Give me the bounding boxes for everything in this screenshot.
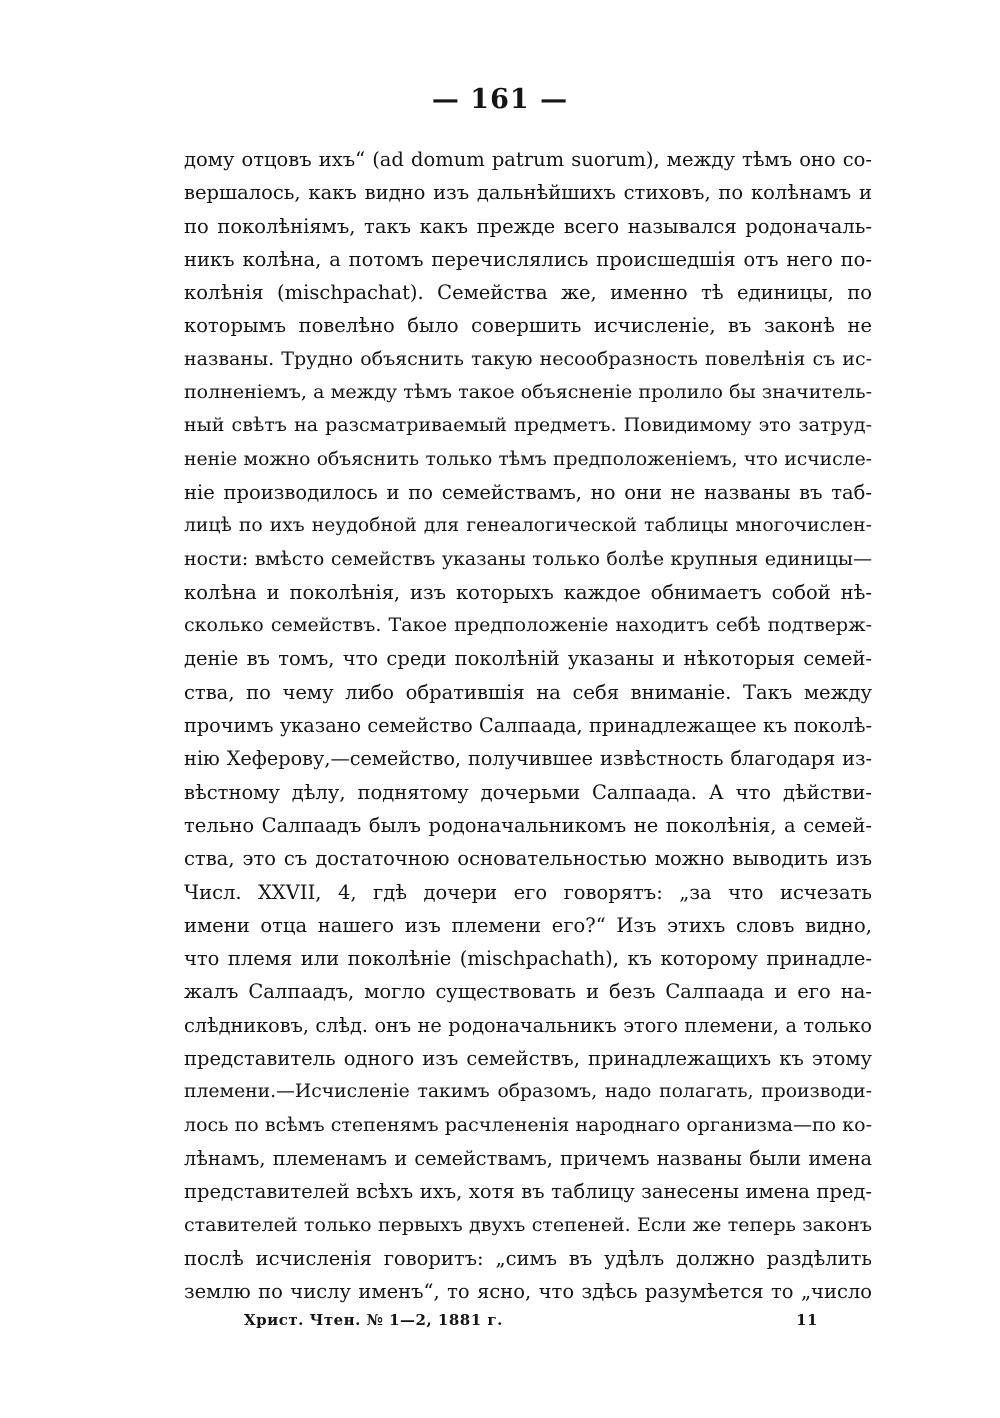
text-line: нію Хеферову,—семейство, получившее извѣстность благодаря из- (184, 747, 872, 771)
text-line: Числ. XXVII, 4, гдѣ дочери его говорятъ: „за что исчезать (184, 880, 872, 904)
text-line: полненіемъ, а между тѣмъ такое объясненіе пролило бы значитель- (184, 381, 872, 404)
text-line: жалъ Салпаадъ, могло существовать и безъ Салпаада и его на- (184, 980, 872, 1004)
body-text (184, 143, 872, 1308)
text-line: названы. Трудно объяснить такую несообразность повелѣнія съ ис- (184, 347, 872, 370)
footer-source: Христ. Чтен. № 1—2, 1881 г. (244, 1311, 503, 1329)
text-line: лось по всѣмъ степенямъ расчлененія народнаго организма—по ко- (184, 1113, 872, 1136)
text-line: ніе производилось и по семействамъ, но они не названы въ таб- (184, 480, 872, 504)
text-line: слѣдниковъ, слѣд. онъ не родоначальникъ этого племени, а только (184, 1013, 872, 1037)
text-line: сколько семействъ. Такое предположеніе находитъ себѣ подтверж- (184, 614, 872, 637)
text-line: тельно Салпаадъ былъ родоначальникомъ не поколѣнія, а семей- (184, 813, 872, 837)
text-line: вѣстному дѣлу, поднятому дочерьми Салпаада. А что дѣйстви- (184, 780, 872, 804)
signature-mark: 11 (796, 1311, 818, 1329)
text-line: прочимъ указано семейство Салпаада, принадлежащее къ поколѣ- (184, 714, 872, 738)
page-number: — 161 — (431, 84, 569, 115)
text-line: никъ колѣна, а потомъ перечислялись происшедшія отъ него по- (184, 247, 872, 271)
text-line: ства, по чему либо обратившія на себя вниманіе. Такъ между (184, 680, 872, 704)
text-line: колѣна и поколѣнія, изъ которыхъ каждое обнимаетъ собой нѣ- (184, 580, 872, 604)
text-line: землю по числу именъ“, то ясно, что здѣсь разумѣется то „число (184, 1280, 872, 1304)
text-line: деніе въ томъ, что среди поколѣній указаны и нѣкоторыя семей- (184, 647, 872, 671)
page-footer (244, 1311, 824, 1337)
text-line: имени отца нашего изъ племени его?“ Изъ этихъ словъ видно, (184, 913, 872, 937)
text-line: лѣнамъ, племенамъ и семействамъ, причемъ названы были имена (184, 1146, 872, 1170)
text-line: вершалось, какъ видно изъ дальнѣйшихъ стиховъ, по колѣнамъ и (184, 181, 872, 205)
text-line: ставителей только первыхъ двухъ степеней. Если же теперь законъ (184, 1213, 872, 1236)
text-line: по поколѣніямъ, такъ какъ прежде всего назывался родоначаль- (184, 214, 872, 238)
text-line: дому отцовъ ихъ“ (ad domum patrum suorum), между тѣмъ оно со- (184, 148, 872, 171)
text-line: ности: вмѣсто семействъ указаны только болѣе крупныя единицы— (184, 547, 872, 570)
text-line: ный свѣтъ на разсматриваемый предметъ. Повидимому это затруд- (184, 414, 872, 437)
text-line: колѣнія (mischpachat). Семейства же, именно тѣ единицы, по (184, 281, 872, 305)
text-line: которымъ повелѣно было совершить исчисленіе, въ законѣ не (184, 314, 872, 338)
text-line: ства, это съ достаточною основательностью можно выводить изъ (184, 847, 872, 871)
text-line: представителей всѣхъ ихъ, хотя въ таблицу занесены имена пред- (184, 1180, 872, 1204)
text-line: племени.—Исчисленіе такимъ образомъ, надо полагать, производи- (184, 1081, 872, 1103)
text-line: лицѣ по ихъ неудобной для генеалогической таблицы многочислен- (184, 515, 872, 537)
text-line: что племя или поколѣніе (mischpachath), къ которому принадле- (184, 947, 872, 971)
text-line: представитель одного изъ семействъ, принадлежащихъ къ этому (184, 1047, 872, 1071)
text-line: послѣ исчисленія говоритъ: „симъ въ удѣлъ должно раздѣлить (184, 1246, 872, 1270)
text-line: неніе можно объяснить только тѣмъ предположеніемъ, что исчисле- (184, 448, 872, 470)
